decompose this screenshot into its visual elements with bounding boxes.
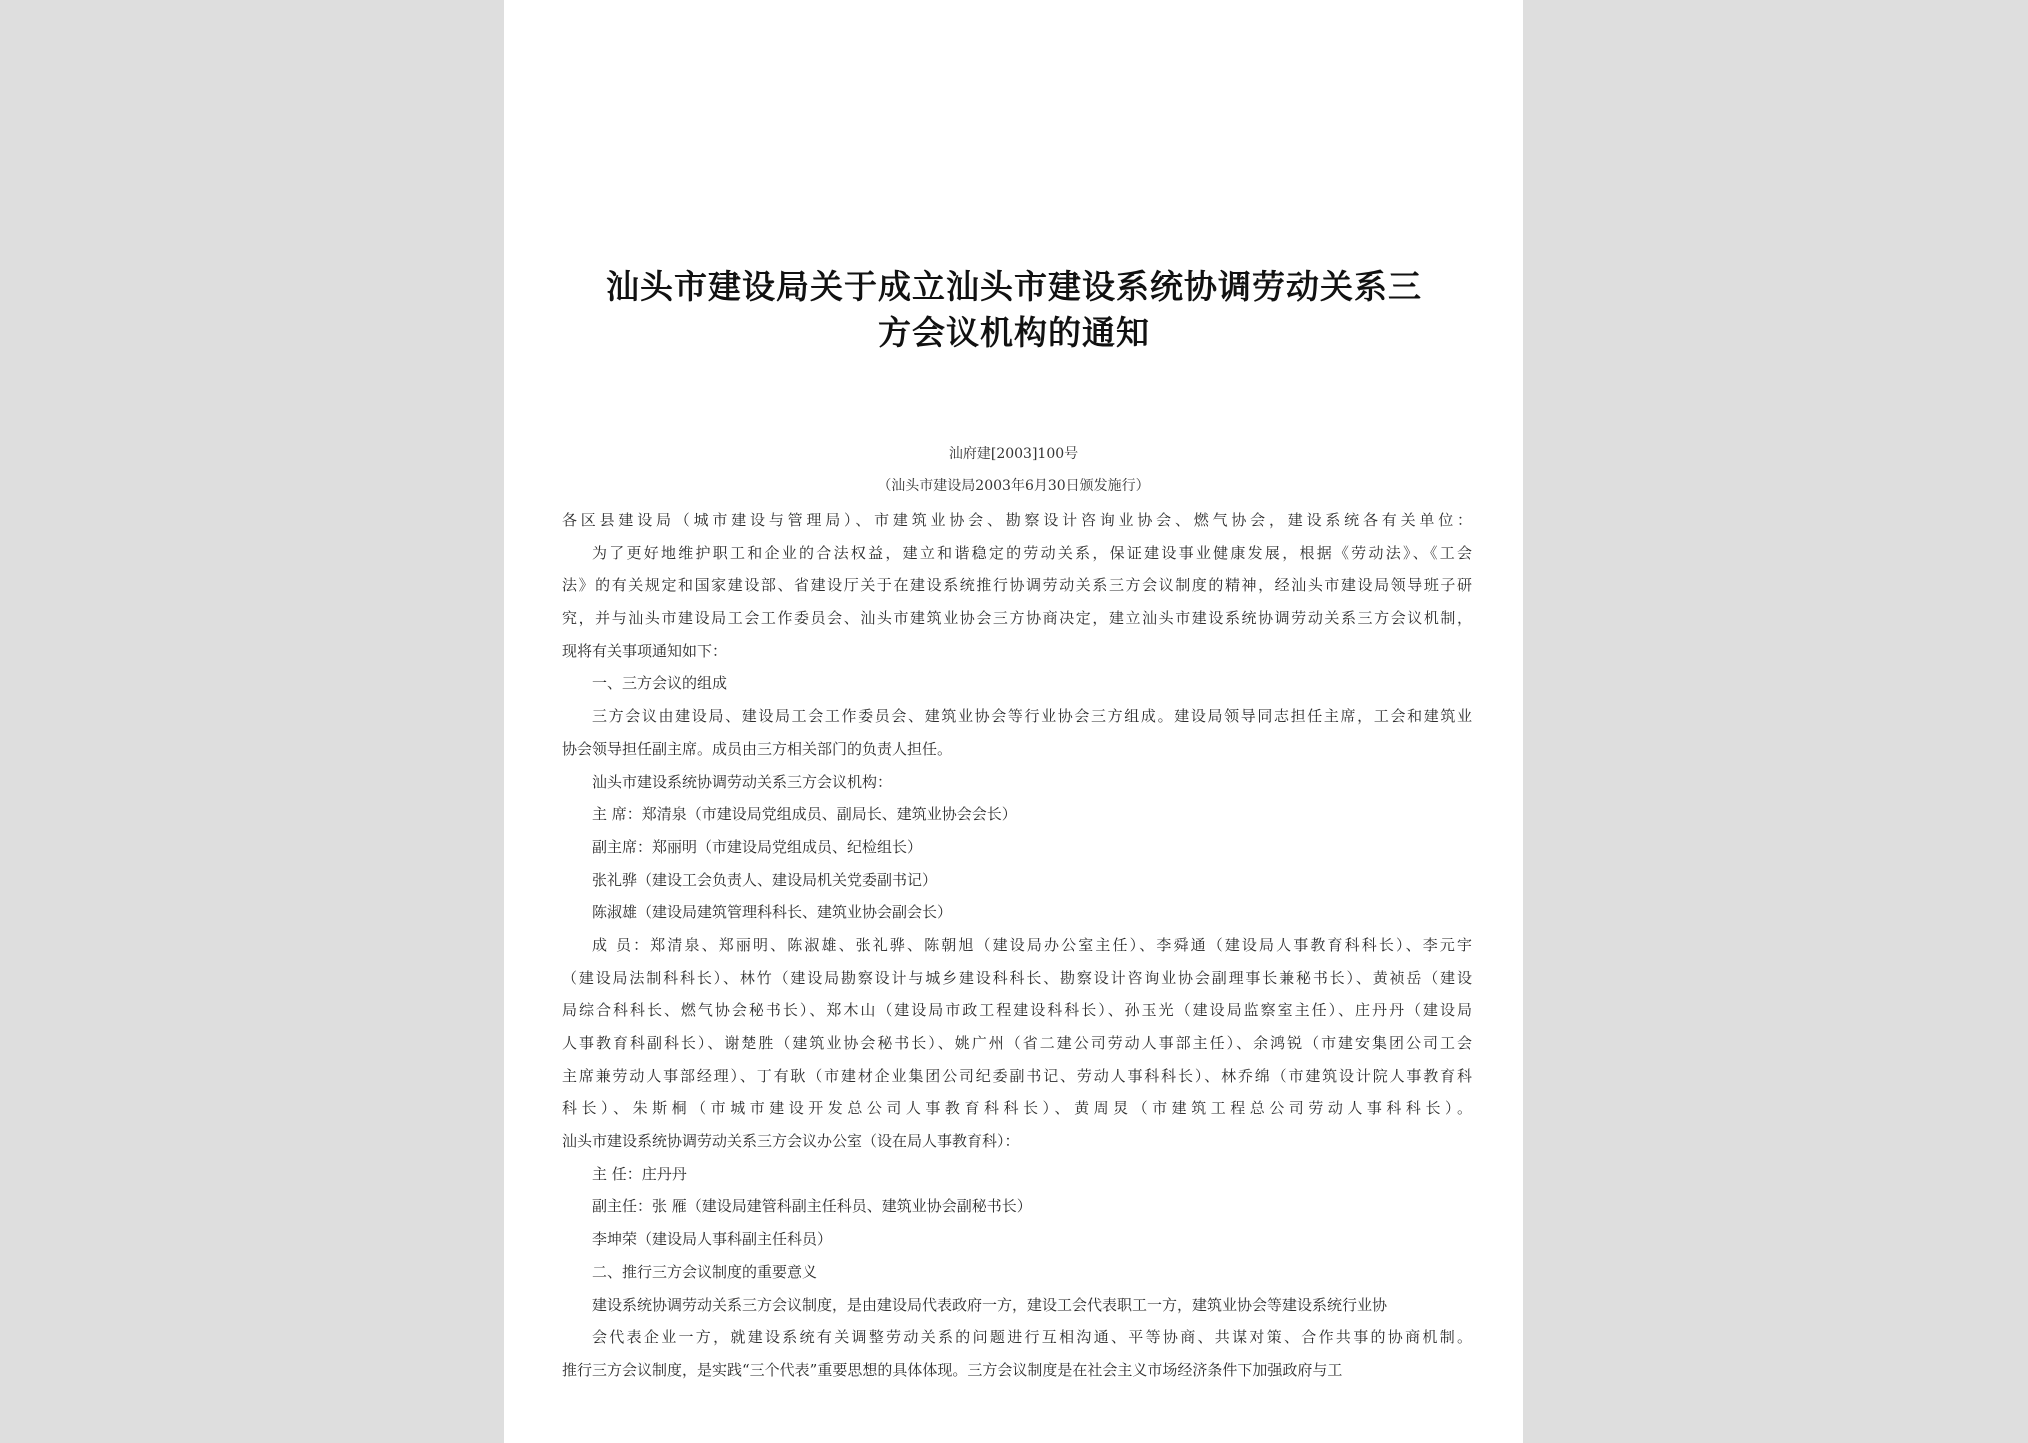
title-line: 汕头市建设局关于成立汕头市建设系统协调劳动关系三 bbox=[606, 267, 1422, 306]
body-line: 现将有关事项通知如下： bbox=[562, 641, 728, 660]
body-line: 推行三方会议制度，是实践“三个代表”重要思想的具体体现。三方会议制度是在社会主义市场经济条件下加强政府与工 bbox=[562, 1360, 1343, 1379]
document-body bbox=[562, 504, 1472, 1419]
body-line: 会代表企业一方，就建设系统有关调整劳动关系的问题进行互相沟通、平等协商、共谋对策、合作共事的协商机制。 bbox=[592, 1328, 1472, 1347]
member-line: 二、推行三方会议制度的重要意义 bbox=[592, 1262, 818, 1281]
body-line: 各区县建设局（城市建设与管理局）、市建筑业协会、勘察设计咨询业协会、燃气协会，建设系统各有关单位： bbox=[562, 511, 1472, 529]
member-line: 副主任：张 雁（建设局建管科副主任科员、建筑业协会副秘书长） bbox=[592, 1197, 1032, 1216]
title-line: 方会议机构的通知 bbox=[878, 313, 1150, 352]
member-line: 主 席：郑清泉（市建设局党组成员、副局长、建筑业协会会长） bbox=[592, 805, 1017, 824]
member-line: 张礼骅（建设工会负责人、建设局机关党委副书记） bbox=[592, 870, 938, 889]
body-line: 汕头市建设系统协调劳动关系三方会议办公室（设在局人事教育科）： bbox=[562, 1132, 1020, 1151]
member-line: 成 员：郑清泉、郑丽明、陈淑雄、张礼骅、陈朝旭（建设局办公室主任）、李舜通（建设局人事教育科科长）、李元宇 bbox=[592, 935, 1472, 954]
body-line: 为了更好地维护职工和企业的合法权益，建立和谐稳定的劳动关系，保证建设事业健康发展，根据《劳动法》、《工会 bbox=[592, 543, 1472, 562]
body-line: 协会领导担任副主席。成员由三方相关部门的负责人担任。 bbox=[562, 739, 953, 758]
body-line: 主席兼劳动人事部经理）、丁有耿（市建材企业集团公司纪委副书记、劳动人事科科长）、林乔绵（市建筑设计院人事教育科 bbox=[562, 1066, 1472, 1085]
body-line: 科长）、朱斯桐（市城市建设开发总公司人事教育科科长）、黄周炅（市建筑工程总公司劳动人事科科长）。 bbox=[562, 1099, 1472, 1118]
document-title bbox=[544, 264, 1484, 356]
body-line: 究，并与汕头市建设局工会工作委员会、汕头市建筑业协会三方协商决定，建立汕头市建设系统协调劳动关系三方会议机制， bbox=[562, 609, 1472, 628]
member-line: 李坤荣（建设局人事科副主任科员） bbox=[592, 1230, 833, 1249]
body-line: 人事教育科副科长）、谢楚胜（建筑业协会秘书长）、姚广州（省二建公司劳动人事部主任）、余鸿锐（市建安集团公司工会 bbox=[562, 1034, 1472, 1052]
body-line: 汕头市建设系统协调劳动关系三方会议机构： bbox=[592, 772, 893, 791]
section-heading: 一、三方会议的组成 bbox=[592, 674, 728, 693]
document-page bbox=[504, 0, 1523, 1443]
body-line: 局综合科科长、燃气协会秘书长）、郑木山（建设局市政工程建设科科长）、孙玉光（建设局监察室主任）、庄丹丹（建设局 bbox=[562, 1001, 1472, 1020]
body-line: （建设局法制科科长）、林竹（建设局勘察设计与城乡建设科科长、勘察设计咨询业协会副理事长兼秘书长）、黄祯岳（建设 bbox=[562, 968, 1472, 987]
member-line: 副主席：郑丽明（市建设局党组成员、纪检组长） bbox=[592, 837, 923, 856]
section-heading: 建设系统协调劳动关系三方会议制度，是由建设局代表政府一方，建设工会代表职工一方，建筑业协会等建设系统行业协 bbox=[592, 1295, 1388, 1314]
body-line bbox=[562, 1387, 1472, 1420]
body-line: 法》的有关规定和国家建设部、省建设厅关于在建设系统推行协调劳动关系三方会议制度的精神，经汕头市建设局领导班子研 bbox=[562, 576, 1472, 595]
body-line: 主 任：庄丹丹 bbox=[592, 1164, 687, 1183]
issued-note: （汕头市建设局2003年6月30日颁发施行） bbox=[877, 478, 1150, 494]
body-line: 三方会议由建设局、建设局工会工作委员会、建筑业协会等行业协会三方组成。建设局领导同志担任主席，工会和建筑业 bbox=[592, 707, 1472, 726]
document-number: 汕府建[2003]100号 bbox=[948, 446, 1079, 462]
member-line: 陈淑雄（建设局建筑管理科科长、建筑业协会副会长） bbox=[592, 903, 953, 922]
